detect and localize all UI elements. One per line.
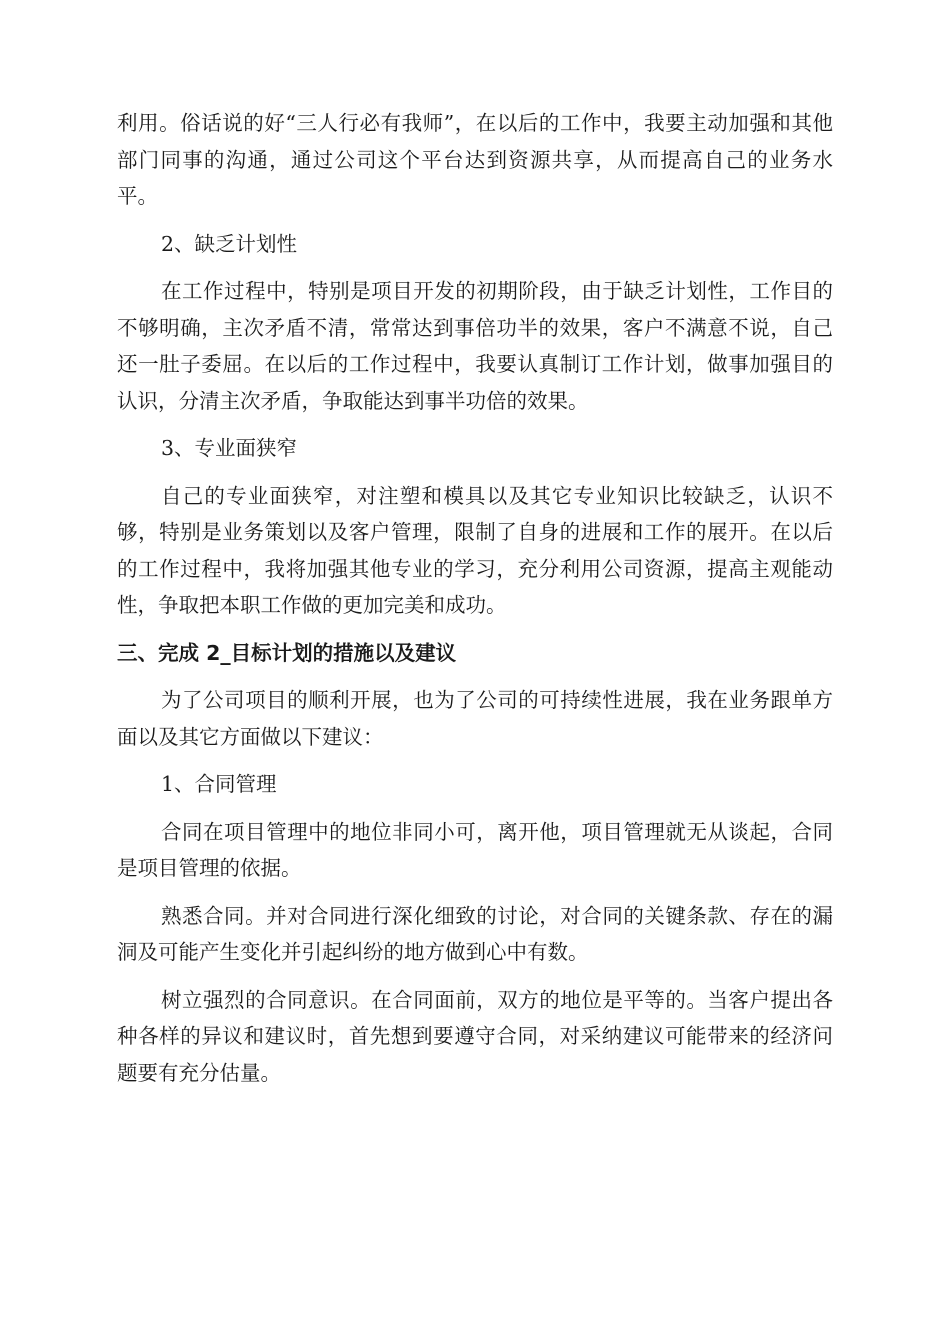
paragraph-3: 自己的专业面狭窄，对注塑和模具以及其它专业知识比较缺乏，认识不够，特别是业务策划以及客户管理，限制了自身的进展和工作的展开。在以后的工作过程中，我将加强其他专业的学习，充分利用公司资源，提高主观能动性，争取把本职工作做的更加完美和成功。 — [117, 483, 833, 617]
subheading-narrow-specialty: 3、专业面狭窄 — [161, 436, 298, 460]
paragraph-7: 树立强烈的合同意识。在合同面前，双方的地位是平等的。当客户提出各种各样的异议和建议时，首先想到要遵守合同，对采纳建议可能带来的经济问题要有充分估量。 — [117, 987, 833, 1085]
paragraph-1: 利用。俗话说的好“三人行必有我师”，在以后的工作中，我要主动加强和其他部门同事的沟通，通过公司这个平台达到资源共享，从而提高自己的业务水平。 — [117, 111, 833, 208]
subheading-contract-management: 1、合同管理 — [161, 772, 277, 796]
paragraph-5: 合同在项目管理中的地位非同小可，离开他，项目管理就无从谈起，合同是项目管理的依据。 — [117, 819, 833, 880]
subheading-lack-of-planning: 2、缺乏计划性 — [161, 231, 298, 256]
section-heading-3: 三、完成 2_目标计划的措施以及建议 — [117, 640, 457, 665]
document-body — [117, 105, 833, 1102]
paragraph-6: 熟悉合同。并对合同进行深化细致的讨论，对合同的关键条款、存在的漏洞及可能产生变化并引起纠纷的地方做到心中有数。 — [117, 903, 833, 964]
paragraph-4: 为了公司项目的顺利开展，也为了公司的可持续性进展，我在业务跟单方面以及其它方面做以下建议： — [117, 688, 833, 749]
paragraph-2: 在工作过程中，特别是项目开发的初期阶段，由于缺乏计划性，工作目的不够明确，主次矛盾不清，常常达到事倍功半的效果，客户不满意不说，自己还一肚子委屈。在以后的工作过程中，我要认真制订工作计划，做事加强目的认识，分清主次矛盾，争取能达到事半功倍的效果。 — [117, 279, 833, 413]
